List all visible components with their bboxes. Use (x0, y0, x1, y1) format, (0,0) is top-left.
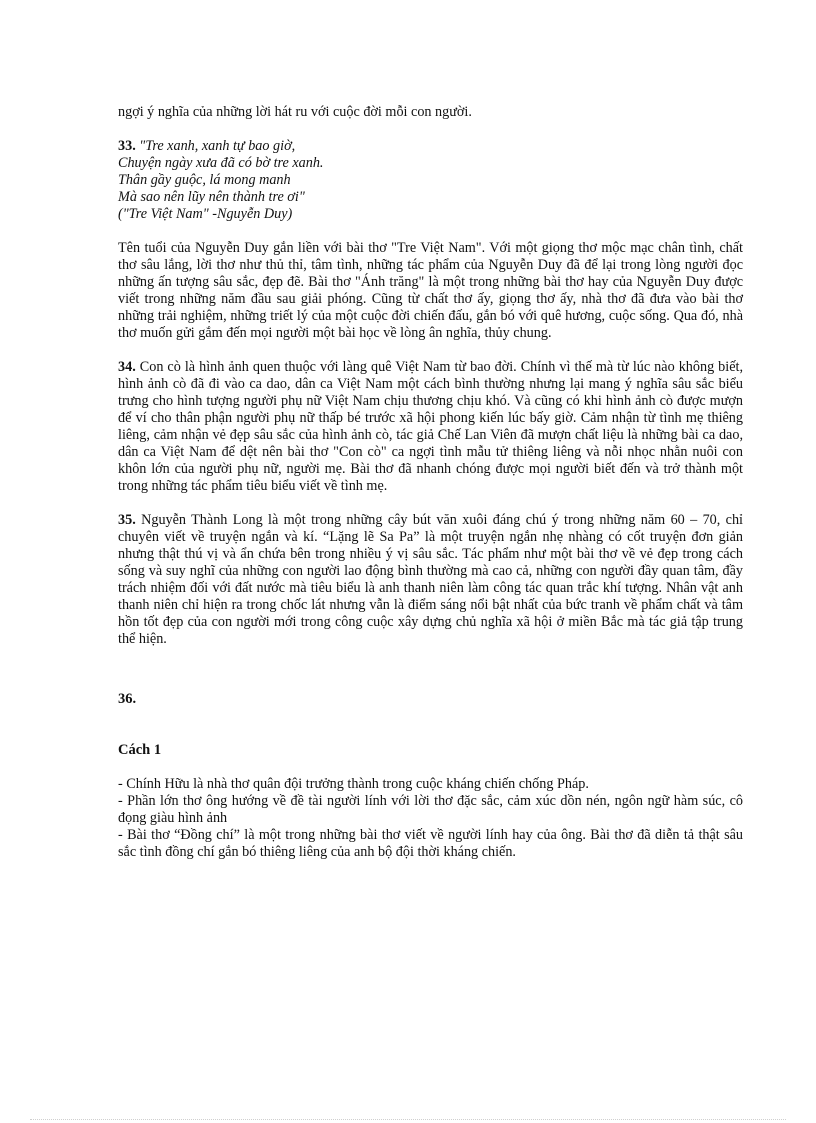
page-bottom-divider (30, 1119, 786, 1120)
poem-citation: ("Tre Việt Nam" -Nguyễn Duy) (118, 206, 293, 222)
section-number-36: 36. (118, 691, 137, 707)
poem-quote-33 (118, 138, 743, 223)
list-item: - Phần lớn thơ ông hướng về đề tài người lính với lời thơ đặc sắc, cảm xúc dồn nén, ngôn ngữ hàm súc, cô đọng giàu hình ảnh (118, 793, 743, 826)
paragraph-34 (118, 359, 743, 495)
poem-line: 33. "Tre xanh, xanh tự bao giờ, (118, 138, 296, 154)
section-number-35: 35. (118, 512, 136, 528)
list-item: - Chính Hữu là nhà thơ quân đội trưởng thành trong cuộc kháng chiến chống Pháp. (118, 776, 589, 792)
paragraph-35 (118, 512, 743, 648)
paragraph-34-text: Con cò là hình ảnh quen thuộc với làng quê Việt Nam từ bao đời. Chính vì thế mà từ lúc nào không biết, hình ảnh cò đã đi vào ca dao, dân ca Việt Nam một cách bình thường nhưng lại mang ý nghĩa sâu sắc biểu trưng cho hình tượng người phụ nữ Việt Nam chịu thương chịu khó. Và cũng có khi hình ảnh cò được mượn để ví cho thân phận người phụ nữ thấp bé trước xã hội phong kiến lúc bấy giờ. Cảm nhận từ tình mẹ thiêng liêng, cảm nhận vẻ đẹp sâu sắc của hình ảnh cò, tác giả Chế Lan Viên đã mượn chất liệu là những bài ca dao, dân ca Việt Nam để dệt nên bài thơ "Con cò" ca ngợi tình mẫu tử thiêng liêng và nỗi nhọc nhằn nuôi con khôn lớn của người phụ nữ, người mẹ. Bài thơ đã nhanh chóng được mọi người biết đến và trở thành một trong những tác phẩm tiêu biểu viết về tình mẹ. (118, 359, 744, 494)
section-number-33: 33. (118, 138, 136, 154)
paragraph-33: Tên tuổi của Nguyễn Duy gắn liền với bài thơ "Tre Việt Nam". Với một giọng thơ mộc mạc chân tình, chất thơ sâu lắng, lời thơ như thủ thỉ, tâm tình, những tác phẩm của Nguyễn Duy đã để lại trong lòng người đọc những ấn tượng sâu sắc, đẹp đẽ. Bài thơ "Ánh trăng" là một trong những bài thơ hay của Nguyễn Duy được viết trong những năm đầu sau giải phóng. Cũng từ chất thơ ấy, giọng thơ ấy, nhà thơ đã đưa vào bài thơ những trải nghiệm, những triết lý của một cuộc đời chiến đấu, gắn bó với quê hương, cuộc sống. Qua đó, nhà thơ muốn gửi gắm đến mọi người một bài học về lòng ân nghĩa, thủy chung. (118, 240, 743, 341)
intro-fragment: ngợi ý nghĩa của những lời hát ru với cuộc đời mỗi con người. (118, 104, 472, 120)
list-item: - Bài thơ “Đồng chí” là một trong những bài thơ viết về người lính hay của ông. Bài thơ đã diễn tả thật sâu sắc tình đồng chí gắn bó thiêng liêng của anh bộ đội thời kháng chiến. (118, 827, 743, 860)
section-number-34: 34. (118, 359, 136, 375)
bullet-list-36 (118, 776, 743, 861)
document-body (118, 104, 743, 861)
poem-line: Thân gầy guộc, lá mong manh (118, 172, 291, 188)
paragraph-35-text: Nguyễn Thành Long là một trong những cây bút văn xuôi đáng chú ý trong những năm 60 – 70, chỉ chuyên viết về truyện ngắn và kí. “Lặng lẽ Sa Pa” là một truyện ngắn nhẹ nhàng có cốt truyện đơn giản nhưng thật thú vị và ẩn chứa bên trong nhiều ý vị sâu sắc. Tác phẩm như một bài thơ về vẻ đẹp trong cách sống và suy nghĩ của những con người lao động bình thường mà cao cả, những con người đầy quan tâm, đầy trách nhiệm đối với đất nước mà tiêu biểu là anh thanh niên làm công tác quan trắc khí tượng. Nhân vật anh thanh niên chỉ hiện ra trong chốc lát nhưng vẫn là điểm sáng nổi bật nhất của bức tranh về phẩm chất và tâm hồn tốt đẹp của con người mới trong công cuộc xây dựng chủ nghĩa xã hội ở miền Bắc mà tác giả tập trung thể hiện. (118, 512, 743, 647)
subheading-cach-1: Cách 1 (118, 742, 162, 758)
poem-line: Mà sao nên lũy nên thành tre ơi" (118, 189, 305, 205)
poem-line: Chuyện ngày xưa đã có bờ tre xanh. (118, 155, 324, 171)
